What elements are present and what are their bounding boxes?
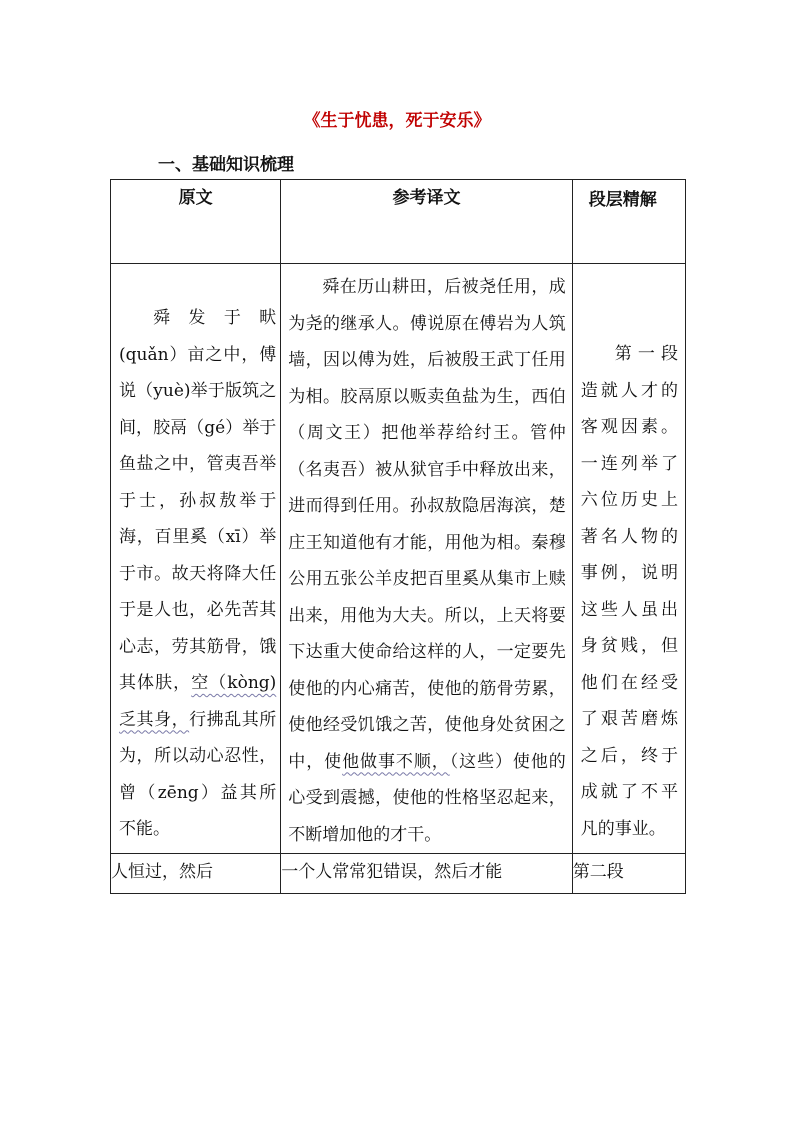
header-translation: 参考译文 xyxy=(281,180,573,264)
analysis-cell xyxy=(572,264,685,854)
original-text-part: 舜发于畎(quǎn）亩之中，傅说（yuè)举于版筑之间，胶鬲（gé）举于鱼盐之中，管夷吾举于士，孙叔敖举于海，百里奚（xī）举于市。故天将降大任于是人也，必先苦其心志，劳其筋骨，饿其体肤， xyxy=(119,308,277,693)
table-row xyxy=(111,264,686,854)
page-title: 《生于忧患，死于安乐》 xyxy=(303,111,491,131)
translation-text-part: 舜在历山耕田，后被尧任用，成为尧的继承人。傅说原在傅岩为人筑墙，因以傅为姓，后被殷王武丁任用为相。胶鬲原以贩卖鱼盐为生，西伯（周文王）把他举荐给纣王。管仲（名夷吾）被从狱官手中释放出来，进而得到任用。孙叔敖隐居海滨，楚庄王知道他有才能，用他为相。秦穆公用五张公羊皮把百里奚从集市上赎出来，用他为大夫。所以，上天将要下达重大使命给这样的人，一定要先使他的内心痛苦，使他的筋骨劳累，使他经受饥饿之苦，使他身处贫困之中，使 xyxy=(288,277,566,772)
header-original: 原文 xyxy=(111,180,281,264)
original-text-cell xyxy=(111,264,281,854)
original-wavy-text: 空（kòng)乏其身， xyxy=(119,673,277,730)
section-heading: 一、基础知识梳理 xyxy=(158,155,294,175)
original-text xyxy=(111,264,280,848)
translation-wavy-text: 他做事不顺， xyxy=(342,751,450,772)
analysis-text: 第一段造就人才的客观因素。一连列举了六位历史上著名人物的事例，说明这些人虽出身贫贱，但他们在经受了艰苦磨炼之后，终于成就了不平凡的事业。 xyxy=(580,344,678,839)
table-header-row xyxy=(111,180,686,264)
translation-text-part: （这些）使他的心受到震撼，使他的性格坚忍起来，不断增加他的才干。 xyxy=(288,751,566,845)
translation-text xyxy=(281,264,572,853)
translation-cell xyxy=(281,264,573,854)
table-row xyxy=(111,854,686,894)
notes-table xyxy=(110,179,686,894)
translation-cell: 一个人常常犯错误，然后才能 xyxy=(281,854,573,894)
analysis-cell: 第二段 xyxy=(572,854,685,894)
original-text-part: 行拂乱其所为，所以动心忍性，曾（zēng）益其所不能。 xyxy=(119,709,277,839)
original-text-cell: 人恒过，然后 xyxy=(111,854,281,894)
header-analysis: 段层精解 xyxy=(572,180,685,264)
